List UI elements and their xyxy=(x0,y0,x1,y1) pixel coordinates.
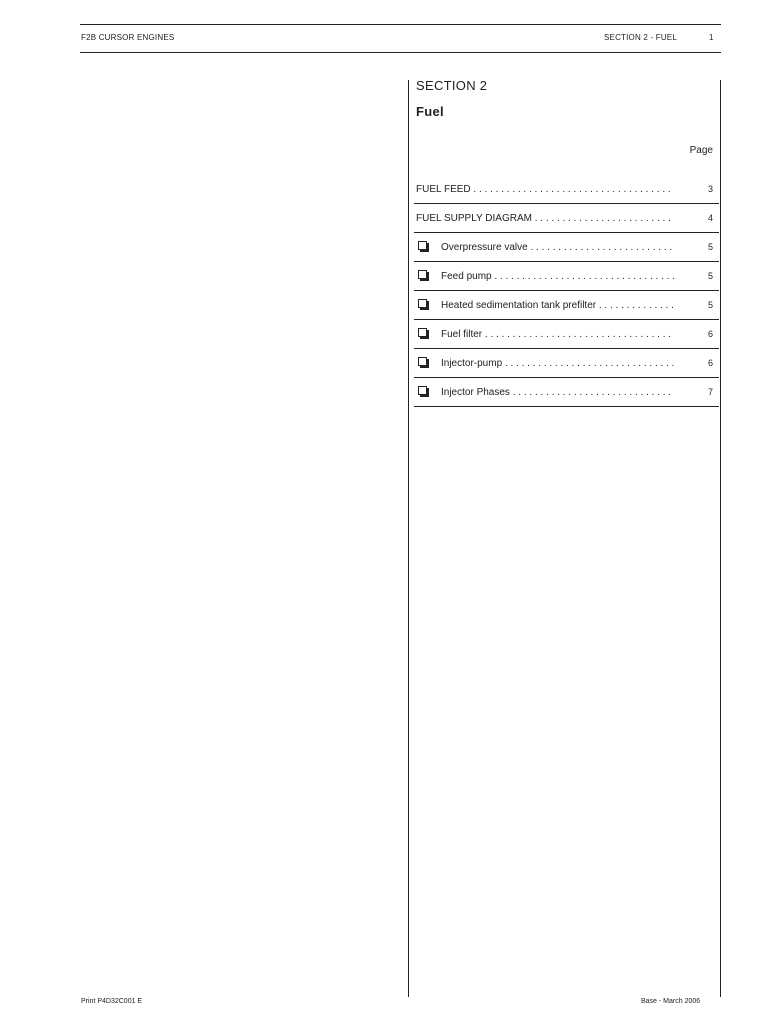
toc-entry-page: 6 xyxy=(707,358,713,368)
checkbox-icon xyxy=(418,386,427,395)
column-rule-right xyxy=(720,80,721,997)
toc-entry-label: Fuel filter . . . xyxy=(441,329,674,340)
toc-entry[interactable] xyxy=(414,378,719,407)
section-title: SECTION 2 xyxy=(416,78,488,93)
column-rule-left xyxy=(408,80,409,997)
section-subtitle: Fuel xyxy=(416,104,444,119)
checkbox-icon xyxy=(418,241,427,250)
toc-entry[interactable] xyxy=(414,349,719,378)
checkbox-icon xyxy=(418,299,427,308)
page-column-label: Page xyxy=(689,145,713,156)
toc-entry-label: Overpressure valve . . . xyxy=(441,242,674,253)
toc-entry-page: 3 xyxy=(707,184,713,194)
toc-entry-label: FUEL SUPPLY DIAGRAM . . . xyxy=(416,213,674,224)
toc-entry[interactable] xyxy=(414,291,719,320)
toc-entry[interactable] xyxy=(414,175,719,204)
toc-entry-label: Heated sedimentation tank prefilter . . . xyxy=(441,300,674,311)
toc-entry-page: 5 xyxy=(707,271,713,281)
checkbox-icon xyxy=(418,357,427,366)
toc-entry[interactable] xyxy=(414,233,719,262)
toc-entry[interactable] xyxy=(414,262,719,291)
toc-entry-page: 6 xyxy=(707,329,713,339)
toc-entry[interactable] xyxy=(414,320,719,349)
header-top-rule xyxy=(80,24,721,25)
toc-entry-label: Feed pump . . . xyxy=(441,271,674,282)
header-title: F2B CURSOR ENGINES xyxy=(81,33,175,42)
toc-entry-label: Injector-pump . . . xyxy=(441,358,674,369)
toc-entry-page: 7 xyxy=(707,387,713,397)
toc-entry-page: 4 xyxy=(707,213,713,223)
checkbox-icon xyxy=(418,328,427,337)
checkbox-icon xyxy=(418,270,427,279)
table-of-contents xyxy=(414,175,719,407)
toc-entry-label: Injector Phases . . . xyxy=(441,387,674,398)
header-bottom-rule xyxy=(80,52,721,53)
toc-entry-label: FUEL FEED . . . xyxy=(416,184,674,195)
header-page-number: 1 xyxy=(709,33,714,42)
toc-entry-page: 5 xyxy=(707,300,713,310)
toc-entry[interactable] xyxy=(414,204,719,233)
toc-entry-page: 5 xyxy=(707,242,713,252)
footer-edition: Base - March 2006 xyxy=(641,998,701,1005)
footer-print-code: Print P4D32C001 E xyxy=(81,998,143,1005)
header-section: SECTION 2 - FUEL xyxy=(604,33,677,42)
